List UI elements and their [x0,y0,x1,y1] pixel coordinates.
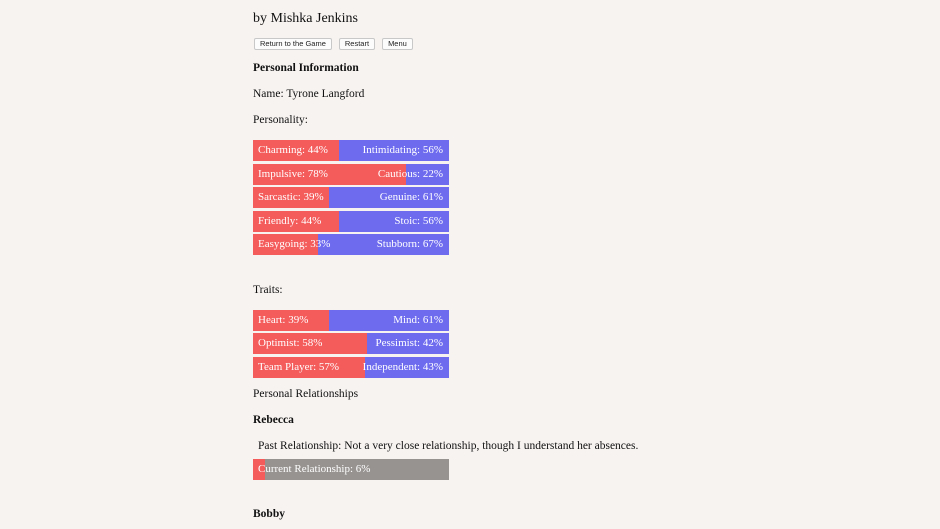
return-to-game-button[interactable]: Return to the Game [254,38,332,50]
personality-bar-friendly [253,211,449,232]
bar-left-label: Charming: 44% [258,144,328,156]
trait-bar-optimist [253,333,449,354]
nav-buttons [254,38,413,50]
relationship-name-bobby: Bobby [253,508,285,520]
menu-button[interactable]: Menu [382,38,413,50]
bar-right-label: Genuine: 61% [379,191,443,203]
section-heading-personal-info: Personal Information [253,62,359,74]
author-line: by Mishka Jenkins [253,11,358,26]
bar-left-label: Heart: 39% [258,314,309,326]
bar-right-label: Intimidating: 56% [362,144,443,156]
personality-heading: Personality: [253,114,308,126]
past-relationship-text: Past Relationship: Not a very close relationship, though I understand her absences. [258,440,639,452]
restart-button[interactable]: Restart [339,38,375,50]
bar-right-label: Independent: 43% [362,361,443,373]
bar-left-label: Team Player: 57% [258,361,340,373]
relationship-name-rebecca: Rebecca [253,414,294,426]
bar-left-label: Impulsive: 78% [258,168,328,180]
character-name: Name: Tyrone Langford [253,88,365,100]
bar-left-label: Optimist: 58% [258,337,323,349]
bar-right-label: Pessimist: 42% [375,337,443,349]
bar-right-label: Stubborn: 67% [376,238,443,250]
current-relationship-bar-rebecca [253,459,449,480]
personality-bar-sarcastic [253,187,449,208]
personality-bar-charming [253,140,449,161]
relationships-heading: Personal Relationships [253,388,359,400]
bar-left-label: Friendly: 44% [258,215,322,227]
bar-left-label: Sarcastic: 39% [258,191,324,203]
personality-bar-impulsive [253,164,449,185]
personality-bar-easygoing [253,234,449,255]
bar-right-label: Stoic: 56% [394,215,443,227]
bar-label: Current Relationship: 6% [258,463,371,475]
bar-left-label: Easygoing: 33% [258,238,331,250]
trait-bar-heart [253,310,449,331]
traits-heading: Traits: [253,284,283,296]
trait-bar-team-player [253,357,449,378]
bar-right-label: Cautious: 22% [377,168,443,180]
bar-right-label: Mind: 61% [393,314,443,326]
